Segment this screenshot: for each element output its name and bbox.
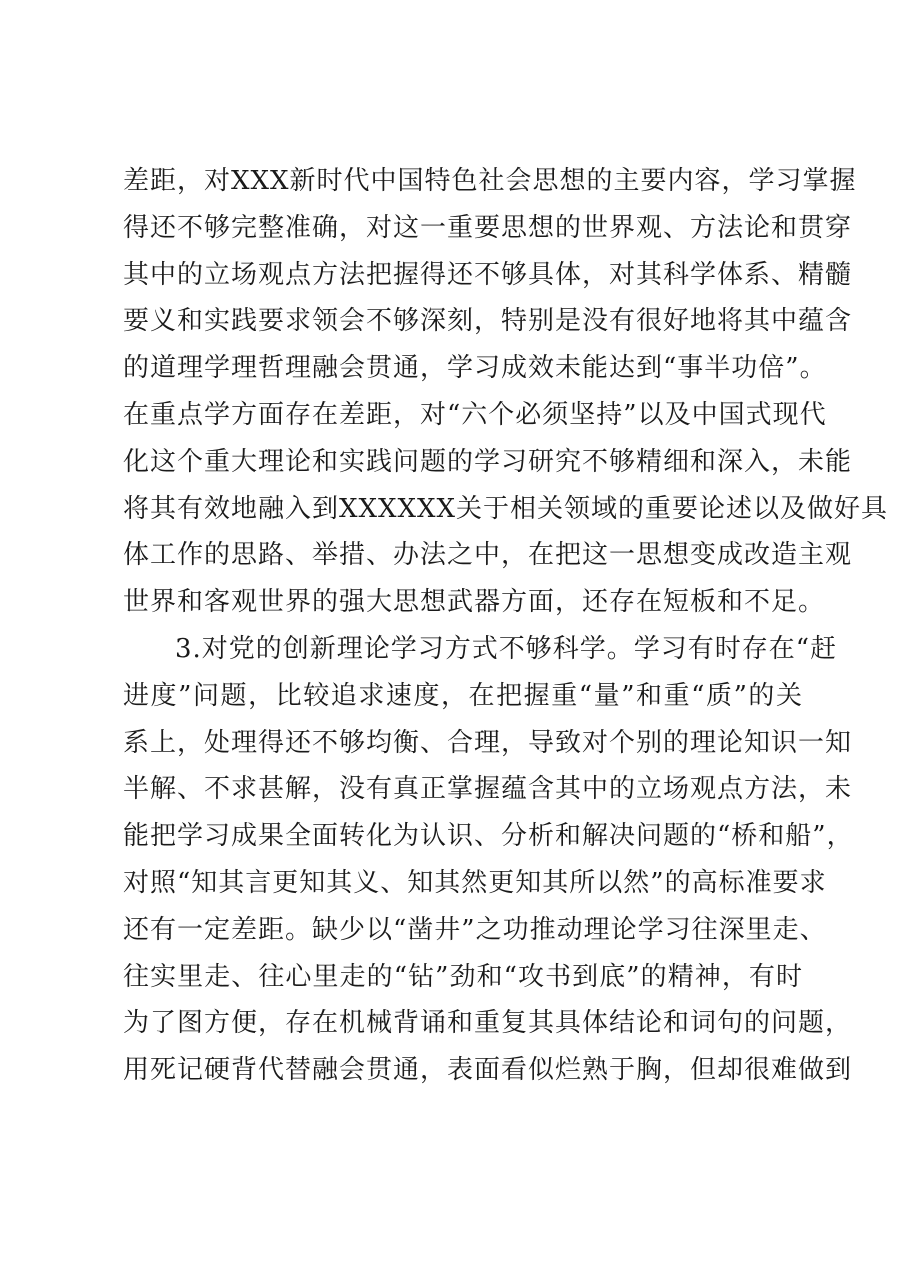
text-line: 化这个重大理论和实践问题的学习研究不够精细和深入，未能 (123, 446, 853, 477)
text-line: 能把学习成果全面转化为认识、分析和解决问题的“桥和船”， (123, 821, 854, 852)
text-line: 进度”问题，比较追求速度，在把握重“量”和重“质”的关 (123, 680, 803, 711)
text-line: 其中的立场观点方法把握得还不够具体，对其科学体系、精髓 (123, 259, 853, 290)
text-line: 对照“知其言更知其义、知其然更知其所以然”的高标准要求 (123, 867, 827, 898)
text-line: 还有一定差距。缺少以“凿井”之功推动理论学习往深里走、 (123, 914, 827, 945)
text-line: 为了图方便，存在机械背诵和重复其具体结论和词句的问题， (123, 1008, 853, 1039)
text-line: 世界和客观世界的强大思想武器方面，还存在短板和不足。 (123, 587, 826, 618)
text-line: 的道理学理哲理融会贯通，学习成效未能达到“事半功倍”。 (123, 353, 827, 384)
text-line: 将其有效地融入到XXXXXX关于相关领域的重要论述以及做好具 (123, 493, 889, 524)
text-line: 系上，处理得还不够均衡、合理，导致对个别的理论知识一知 (123, 727, 853, 758)
text-line: 差距，对XXX新时代中国特色社会思想的主要内容，学习掌握 (123, 166, 857, 196)
text-line: 往实里走、往心里走的“钻”劲和“攻书到底”的精神，有时 (123, 961, 803, 992)
text-line: 3.对党的创新理论学习方式不够科学。学习有时存在“赶 (175, 633, 838, 664)
body-text (123, 158, 889, 1094)
text-line: 体工作的思路、举措、办法之中，在把这一思想变成改造主观 (123, 540, 853, 571)
text-line: 半解、不求甚解，没有真正掌握蕴含其中的立场观点方法，未 (123, 774, 853, 805)
text-line: 得还不够完整准确，对这一重要思想的世界观、方法论和贯穿 (123, 212, 853, 243)
text-line: 在重点学方面存在差距，对“六个必须坚持”以及中国式现代 (123, 399, 827, 430)
text-line: 用死记硬背代替融会贯通，表面看似烂熟于胸，但却很难做到 (123, 1055, 853, 1086)
text-line: 要义和实践要求领会不够深刻，特别是没有很好地将其中蕴含 (123, 306, 853, 337)
